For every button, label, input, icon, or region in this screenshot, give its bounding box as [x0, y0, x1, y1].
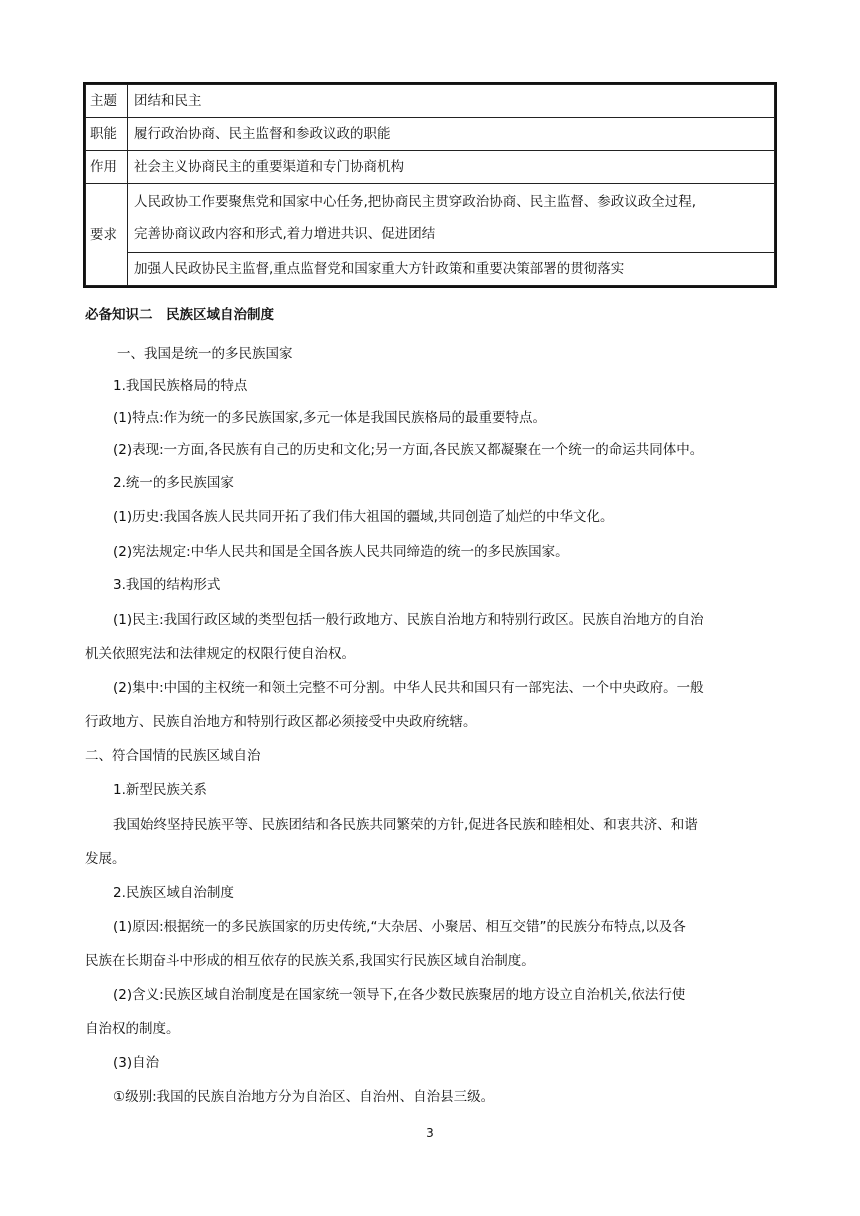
subheading: 2.统一的多民族国家 [113, 475, 234, 491]
paragraph-line: (2)宪法规定:中华人民共和国是全国各族人民共同缔造的统一的多民族国家。 [113, 544, 569, 560]
paragraph-line: (1)民主:我国行政区域的类型包括一般行政地方、民族自治地方和特别行政区。民族自治地方的自治 [113, 612, 704, 628]
row-content: 履行政治协商、民主监督和参政议政的职能 [128, 118, 775, 151]
row-label: 主题 [86, 85, 128, 118]
paragraph-line: (2)表现:一方面,各民族有自己的历史和文化;另一方面,各民族又都凝聚在一个统一的命运共同体中。 [113, 442, 704, 458]
subheading: 1.我国民族格局的特点 [113, 378, 248, 394]
paragraph-line: (2)集中:中国的主权统一和领土完整不可分割。中华人民共和国只有一部宪法、一个中央政府。一般 [113, 680, 704, 696]
page-number: 3 [426, 1126, 434, 1140]
table-row [86, 253, 775, 286]
paragraph-line: (1)原因:根据统一的多民族国家的历史传统,“大杂居、小聚居、相互交错”的民族分布特点,以及各 [113, 919, 686, 935]
paragraph-line: (1)特点:作为统一的多民族国家,多元一体是我国民族格局的最重要特点。 [113, 410, 546, 426]
heading-1: 一、我国是统一的多民族国家 [117, 346, 293, 362]
row-label: 要求 [86, 184, 128, 286]
paragraph-line: ①级别:我国的民族自治地方分为自治区、自治州、自治县三级。 [113, 1089, 495, 1105]
subheading: 1.新型民族关系 [113, 782, 207, 798]
subheading: 3.我国的结构形式 [113, 577, 221, 593]
paragraph-line: 民族在长期奋斗中形成的相互依存的民族关系,我国实行民族区域自治制度。 [85, 953, 535, 969]
paragraph-line: (1)历史:我国各族人民共同开拓了我们伟大祖国的疆域,共同创造了灿烂的中华文化。 [113, 509, 614, 525]
paragraph-line: 行政地方、民族自治地方和特别行政区都必须接受中央政府统辖。 [85, 714, 477, 730]
paragraph-line: 我国始终坚持民族平等、民族团结和各民族共同繁荣的方针,促进各民族和睦相处、和衷共济、和谐 [113, 817, 698, 833]
row-label: 作用 [86, 151, 128, 184]
row-content: 加强人民政协民主监督,重点监督党和国家重大方针政策和重要决策部署的贯彻落实 [128, 253, 775, 286]
paragraph-line: 机关依照宪法和法律规定的权限行使自治权。 [85, 646, 355, 662]
row-content [128, 184, 775, 253]
subheading: (3)自治 [113, 1055, 160, 1071]
table-row [86, 184, 775, 253]
table-row [86, 151, 775, 184]
paragraph-line: 自治权的制度。 [85, 1021, 180, 1037]
requirement-line: 人民政协工作要聚焦党和国家中心任务,把协商民主贯穿政治协商、民主监督、参政议政全过程, [134, 194, 697, 210]
paragraph-line: (2)含义:民族区域自治制度是在国家统一领导下,在各少数民族聚居的地方设立自治机关,依法行使 [113, 987, 686, 1003]
table-row [86, 85, 775, 118]
paragraph-line: 发展。 [85, 851, 126, 867]
info-table [85, 84, 775, 286]
subheading: 2.民族区域自治制度 [113, 885, 234, 901]
section-heading: 必备知识二 民族区域自治制度 [85, 307, 274, 323]
row-content: 社会主义协商民主的重要渠道和专门协商机构 [128, 151, 775, 184]
requirement-line: 完善协商议政内容和形式,着力增进共识、促进团结 [134, 226, 436, 242]
heading-2: 二、符合国情的民族区域自治 [85, 748, 261, 764]
table-row [86, 118, 775, 151]
row-content: 团结和民主 [128, 85, 775, 118]
row-label: 职能 [86, 118, 128, 151]
